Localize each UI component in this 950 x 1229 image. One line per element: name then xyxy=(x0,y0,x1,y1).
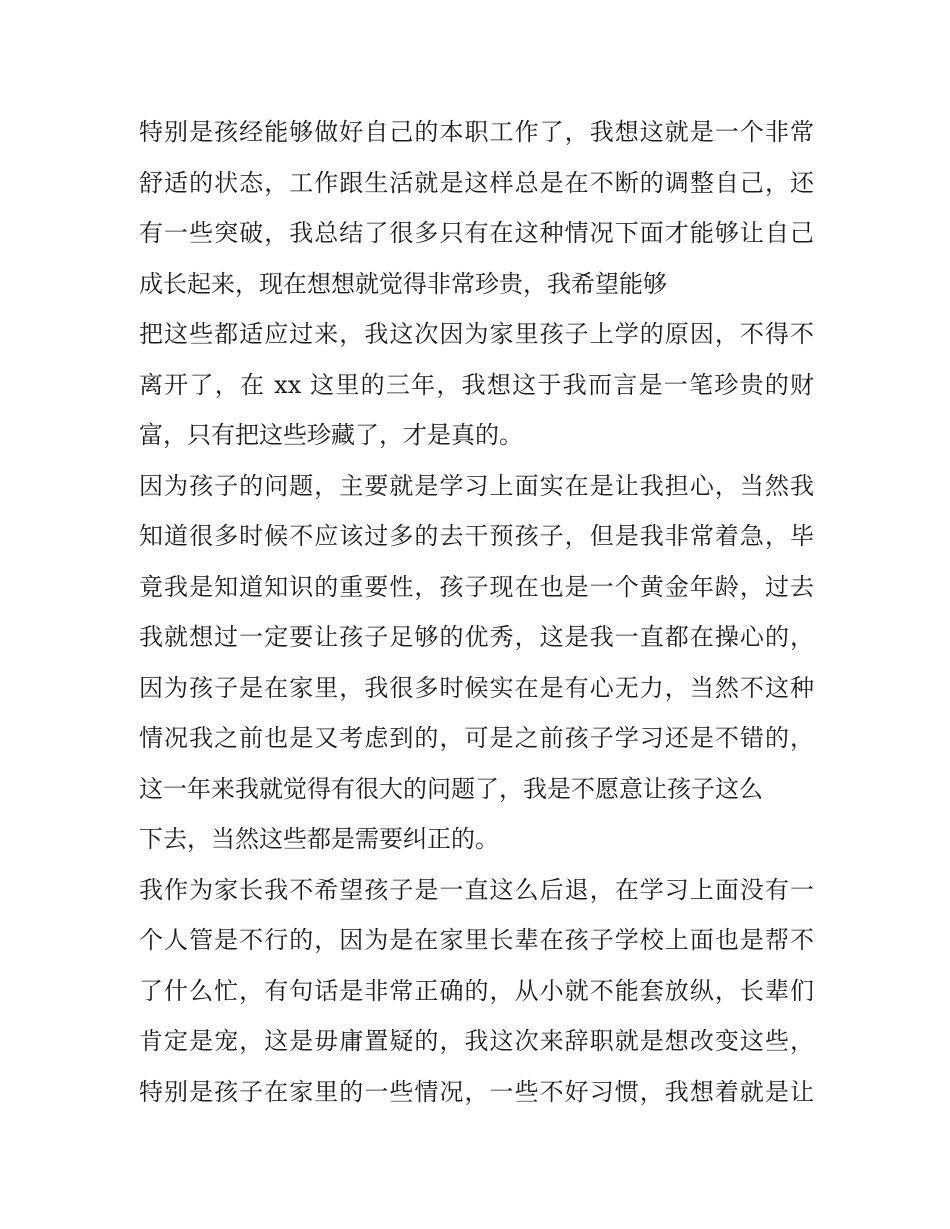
text-line: 我作为家长我不希望孩子是一直这么后退，在学习上面没有一 xyxy=(139,875,814,904)
text-line: 因为孩子是在家里，我很多时候实在是有心无力，当然不这种 xyxy=(139,673,814,702)
text-line: 因为孩子的问题，主要就是学习上面实在是让我担心，当然我 xyxy=(139,471,814,500)
paragraph-1 xyxy=(139,107,814,309)
text-line: 知道很多时候不应该过多的去干预孩子，但是我非常着急，毕 xyxy=(139,522,814,550)
text-line: 肯定是宠，这是毋庸置疑的，我这次来辞职就是想改变这些， xyxy=(139,1027,814,1055)
text-line: 个人管是不行的，因为是在家里长辈在孩子学校上面也是帮不 xyxy=(139,926,814,954)
text-line: 情况我之前也是又考虑到的，可是之前孩子学习还是不错的， xyxy=(139,724,814,752)
text-line: 成长起来，现在想想就觉得非常珍贵，我希望能够 xyxy=(139,269,667,298)
text-line: 这一年来我就觉得有很大的问题了，我是不愿意让孩子这么 xyxy=(139,774,763,803)
paragraph-4 xyxy=(139,865,814,1118)
text-line: 把这些都适应过来，我这次因为家里孩子上学的原因，不得不 xyxy=(139,320,814,348)
document-body xyxy=(139,107,814,1117)
paragraph-3 xyxy=(139,461,814,865)
text-line: 下去，当然这些都是需要纠正的。 xyxy=(139,825,499,853)
text-line: 离开了，在 xx 这里的三年，我想这于我而言是一笔珍贵的财 xyxy=(139,370,814,399)
text-line: 特别是孩子在家里的一些情况，一些不好习惯，我想着就是让 xyxy=(139,1077,814,1106)
text-line: 特别是孩经能够做好自己的本职工作了，我想这就是一个非常 xyxy=(139,118,814,146)
paragraph-2 xyxy=(139,309,814,461)
text-line: 竟我是知道知识的重要性，孩子现在也是一个黄金年龄，过去 xyxy=(139,572,814,601)
text-line: 舒适的状态，工作跟生活就是这样总是在不断的调整自己，还 xyxy=(139,168,814,197)
text-line: 了什么忙，有句话是非常正确的，从小就不能套放纵，长辈们 xyxy=(139,976,814,1005)
text-line: 我就想过一定要让孩子足够的优秀，这是我一直都在操心的， xyxy=(139,623,814,651)
text-line: 富，只有把这些珍藏了，才是真的。 xyxy=(139,421,523,449)
text-line: 有一些突破，我总结了很多只有在这种情况下面才能够让自己 xyxy=(139,219,814,247)
